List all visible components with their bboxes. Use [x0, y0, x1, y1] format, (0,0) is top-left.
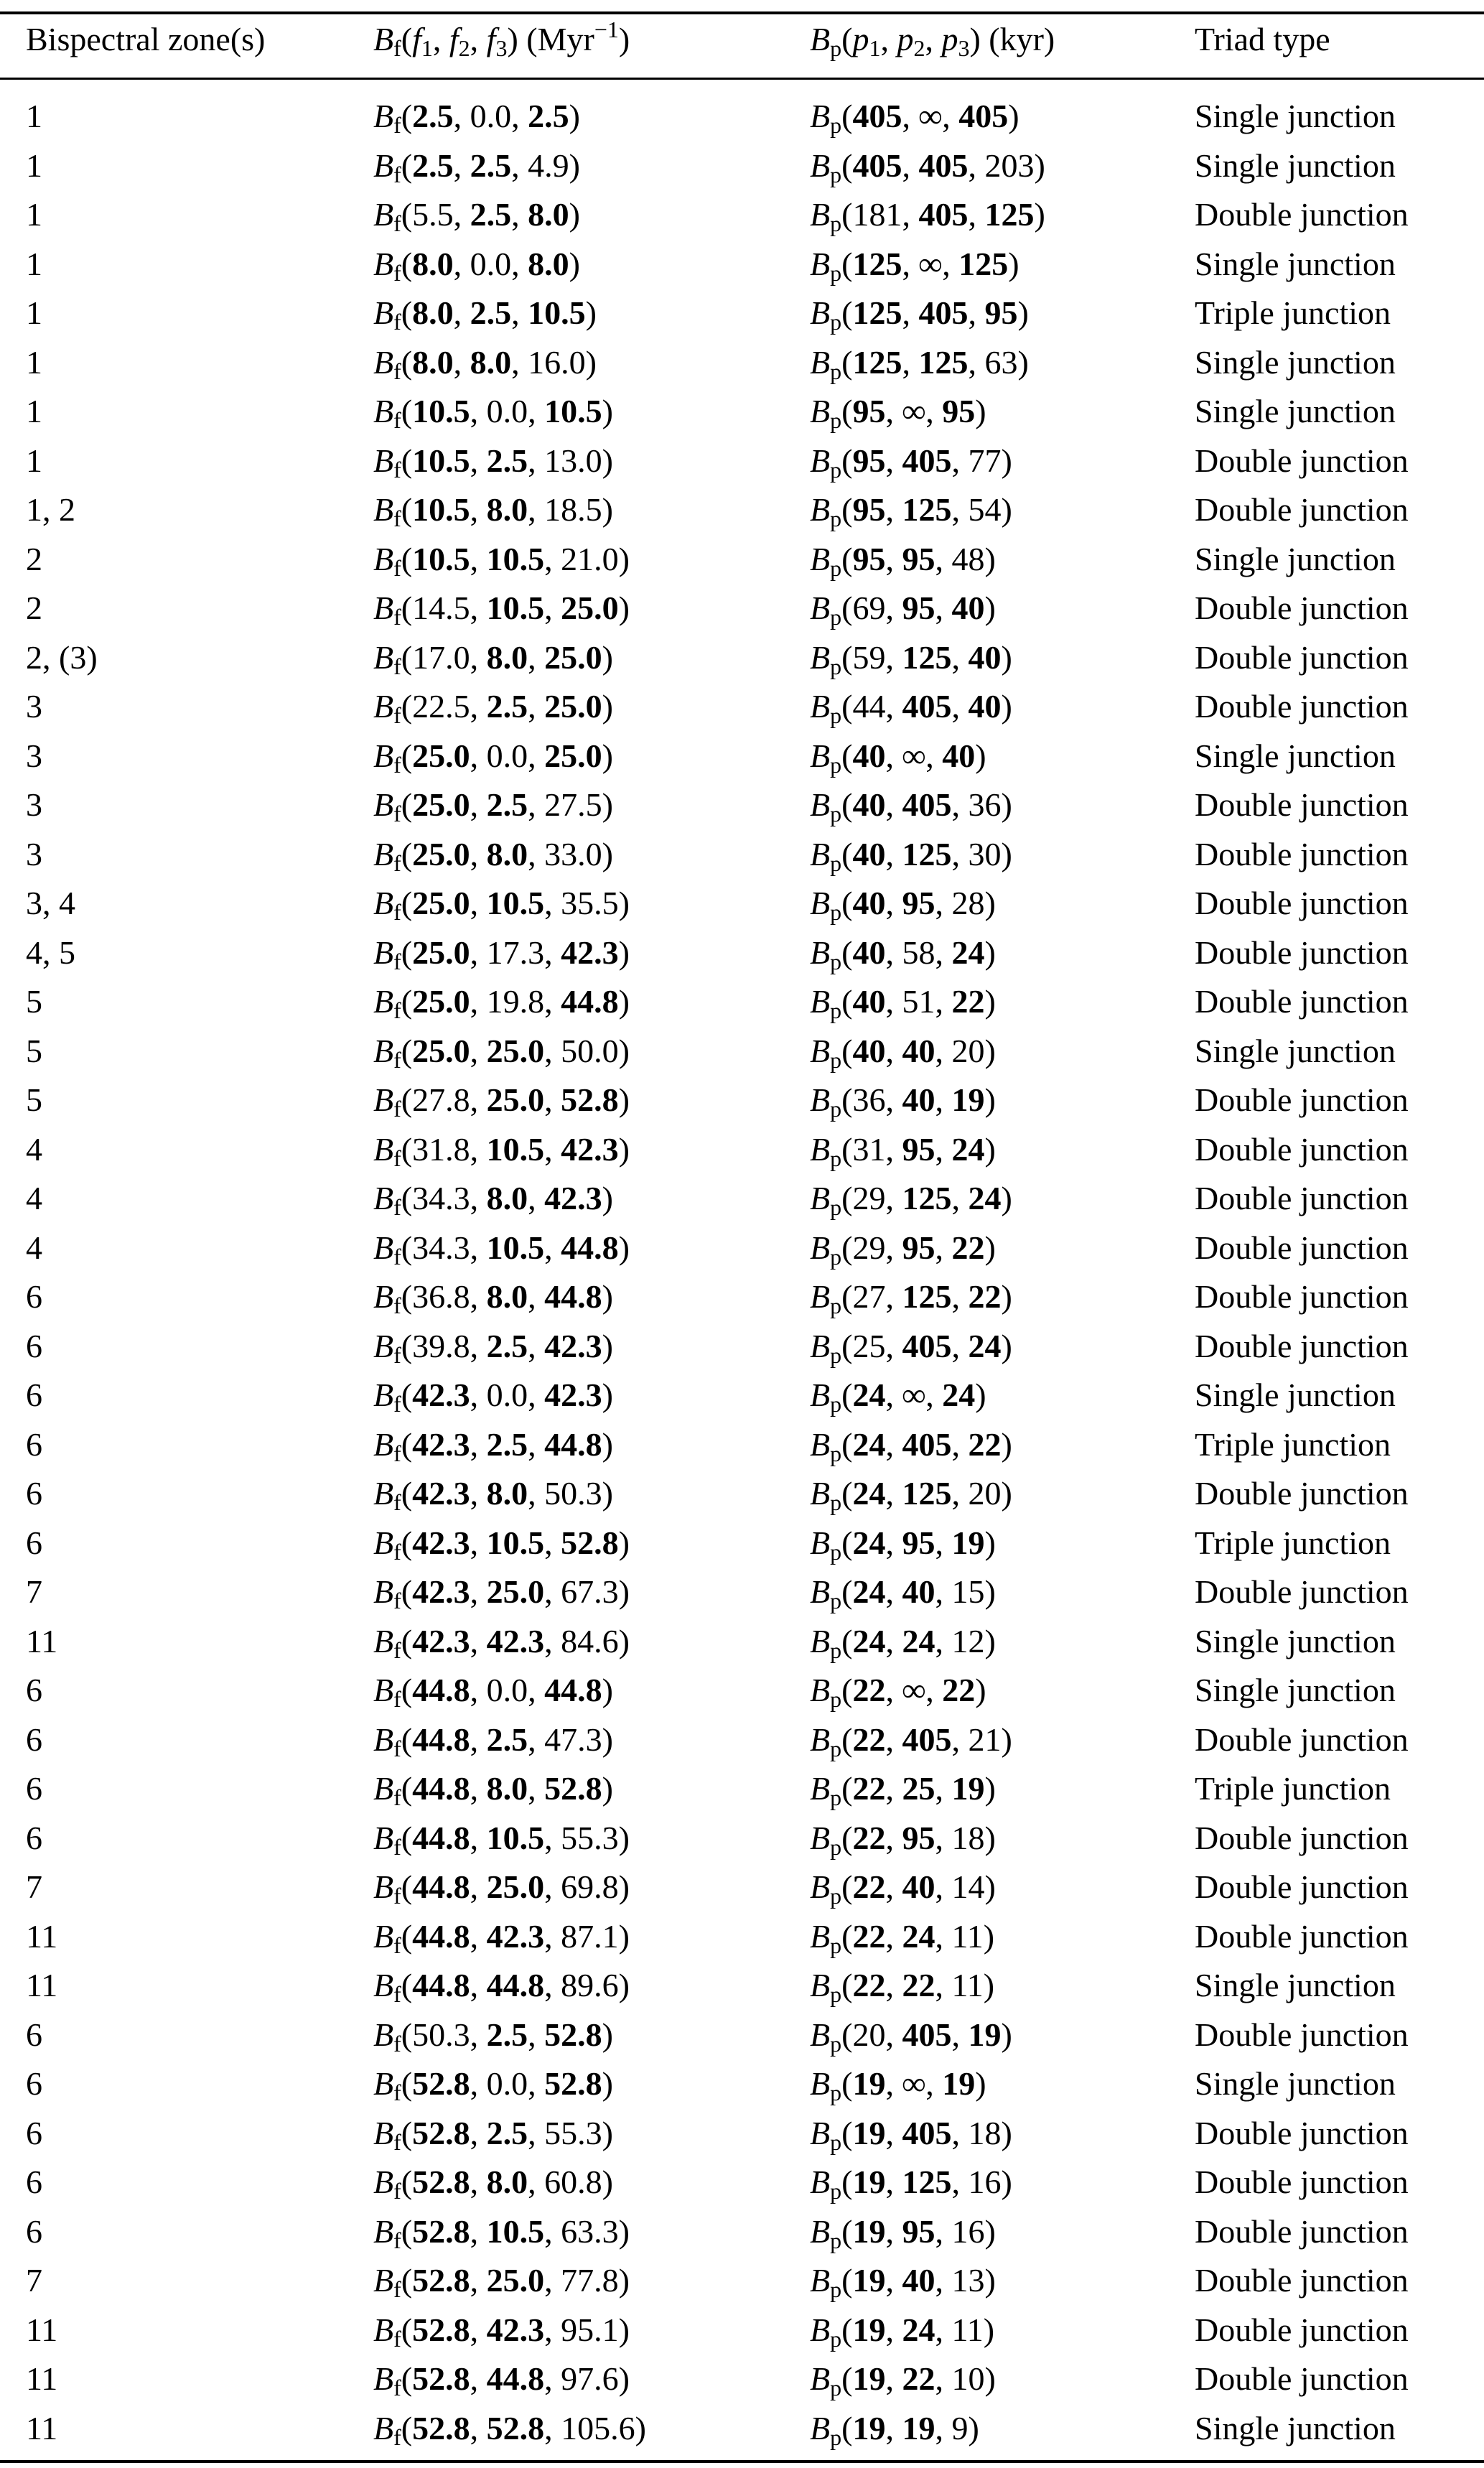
- bp-cell: $B_p(95$, 405, 77): [810, 442, 1012, 483]
- triad-type-cell: Double junction: [1195, 491, 1409, 528]
- zone-cell: 6: [26, 1475, 42, 1512]
- bf-cell: $B_f(25.0$, 2.5, 27.5): [373, 786, 613, 826]
- zone-cell: 6: [26, 2065, 42, 2102]
- bp-cell: $B_p(22$, 405, 21): [810, 1720, 1012, 1761]
- table-body: [0, 95, 1484, 2456]
- table-row: [0, 1079, 1484, 1128]
- bf-cell: $B_f(25.0$, 19.8, 44.8): [373, 983, 630, 1023]
- bp-cell: $B_p(40$, 405, 36): [810, 786, 1012, 826]
- triad-type-cell: Double junction: [1195, 590, 1409, 626]
- zone-cell: 6: [26, 1672, 42, 1708]
- triad-type-cell: Double junction: [1195, 1130, 1409, 1168]
- table-row: [0, 2407, 1484, 2457]
- zone-cell: 1: [26, 343, 42, 381]
- table-row: [0, 2210, 1484, 2260]
- triad-type-cell: Double junction: [1195, 688, 1409, 725]
- zone-cell: 4: [26, 1130, 42, 1168]
- bf-cell: $B_f(42.3$, 10.5, 52.8): [373, 1524, 630, 1565]
- zone-cell: 11: [26, 2409, 58, 2446]
- zone-cell: 4: [26, 1180, 42, 1216]
- bp-cell: $B_p(19$, 40, 13): [810, 2262, 996, 2302]
- zone-cell: 2: [26, 590, 42, 626]
- table-row: [0, 587, 1484, 636]
- bf-cell: $B_f(10.5$, 0.0, 10.5): [373, 393, 613, 433]
- zone-cell: 1: [26, 393, 42, 429]
- table-row: [0, 1915, 1484, 1965]
- bf-cell: $B_f(52.8$, 10.5, 63.3): [373, 2212, 630, 2253]
- table-row: [0, 783, 1484, 833]
- bf-cell: $B_f(10.5$, 10.5, 21.0): [373, 540, 630, 581]
- table-row: [0, 931, 1484, 981]
- bp-cell: $B_p(40$, 58, 24): [810, 933, 996, 974]
- bf-cell: $B_f(44.8$, 42.3, 87.1): [373, 1917, 630, 1958]
- table-row: [0, 390, 1484, 439]
- bp-cell: $B_p(24$, 125, 20): [810, 1475, 1012, 1515]
- bf-cell: $B_f(8.0$, 2.5, 10.5): [373, 294, 597, 335]
- table-row: [0, 1669, 1484, 1718]
- bp-cell: $B_p(19$, ∞, 19): [810, 2065, 986, 2105]
- bf-cell: $B_f(42.3$, 42.3, 84.6): [373, 1622, 630, 1663]
- bf-cell: $B_f(44.8$, 0.0, 44.8): [373, 1672, 613, 1712]
- bp-cell: $B_p(19$, 125, 16): [810, 2164, 1012, 2204]
- table-row: [0, 980, 1484, 1030]
- triad-type-cell: Double junction: [1195, 835, 1409, 872]
- bp-cell: $B_p(24$, 405, 22): [810, 1425, 1012, 1466]
- bp-cell: $B_p(125$, 125, 63): [810, 343, 1029, 384]
- table-row: [0, 1718, 1484, 1768]
- bp-cell: $B_p(20$, 405, 19): [810, 2016, 1012, 2057]
- zone-cell: 5: [26, 1081, 42, 1118]
- triad-type-cell: Single junction: [1195, 98, 1396, 134]
- triad-type-cell: Single junction: [1195, 2065, 1396, 2102]
- triad-type-cell: Single junction: [1195, 245, 1396, 282]
- zone-cell: 1: [26, 245, 42, 282]
- zone-cell: 3: [26, 737, 42, 774]
- triad-type-cell: Single junction: [1195, 393, 1396, 429]
- zone-cell: 1, 2: [26, 491, 75, 528]
- bp-cell: $B_p(22$, 24, 11): [810, 1917, 995, 1958]
- bf-cell: $B_f(44.8$, 2.5, 47.3): [373, 1720, 613, 1761]
- bp-cell: $B_p(181$, 405, 125): [810, 196, 1045, 236]
- triad-type-cell: Double junction: [1195, 2360, 1409, 2397]
- table-row: [0, 1620, 1484, 1670]
- table-row: [0, 1866, 1484, 1915]
- bf-cell: $B_f(2.5$, 0.0, 2.5): [373, 98, 580, 138]
- table-row: [0, 2161, 1484, 2210]
- zone-cell: 3: [26, 786, 42, 823]
- bf-cell: $B_f(52.8$, 44.8, 97.6): [373, 2360, 630, 2401]
- zone-cell: 3: [26, 835, 42, 872]
- bf-cell: $B_f(27.8$, 25.0, 52.8): [373, 1081, 630, 1122]
- top-rule: [0, 11, 1484, 14]
- table-row: [0, 488, 1484, 538]
- triad-type-cell: Single junction: [1195, 1672, 1396, 1708]
- table-row: [0, 1522, 1484, 1571]
- triad-type-cell: Single junction: [1195, 146, 1396, 184]
- triad-type-cell: Double junction: [1195, 2262, 1409, 2299]
- bf-cell: $B_f(10.5$, 8.0, 18.5): [373, 491, 613, 531]
- bf-cell: $B_f(34.3$, 8.0, 42.3): [373, 1180, 613, 1220]
- table-row: [0, 1325, 1484, 1374]
- triad-type-cell: Single junction: [1195, 1622, 1396, 1659]
- triad-type-cell: Triple junction: [1195, 1425, 1391, 1463]
- triad-type-cell: Double junction: [1195, 2212, 1409, 2250]
- zone-cell: 1: [26, 98, 42, 134]
- triad-type-cell: Double junction: [1195, 786, 1409, 823]
- bf-cell: $B_f(34.3$, 10.5, 44.8): [373, 1229, 630, 1270]
- table-row: [0, 538, 1484, 587]
- zone-cell: 2: [26, 540, 42, 577]
- zone-cell: 11: [26, 1917, 58, 1955]
- bp-cell: $B_p(19$, 22, 10): [810, 2360, 996, 2401]
- bf-cell: $B_f(52.8$, 25.0, 77.8): [373, 2262, 630, 2302]
- bf-cell: $B_f(25.0$, 10.5, 35.5): [373, 885, 630, 925]
- triad-type-cell: Single junction: [1195, 343, 1396, 381]
- zone-cell: 6: [26, 1278, 42, 1315]
- zone-cell: 6: [26, 2016, 42, 2053]
- triad-type-cell: Single junction: [1195, 1377, 1396, 1413]
- bf-cell: $B_f(8.0$, 8.0, 16.0): [373, 343, 597, 384]
- triad-type-cell: Double junction: [1195, 1475, 1409, 1512]
- header-type: Triad type: [1195, 21, 1330, 57]
- bp-cell: $B_p(95$, ∞, 95): [810, 393, 986, 433]
- triad-type-cell: Single junction: [1195, 540, 1396, 577]
- triad-type-cell: Double junction: [1195, 1180, 1409, 1216]
- zone-cell: 11: [26, 2360, 58, 2397]
- bf-cell: $B_f(10.5$, 2.5, 13.0): [373, 442, 613, 483]
- triad-type-cell: Double junction: [1195, 1573, 1409, 1610]
- bf-cell: $B_f(17.0$, 8.0, 25.0): [373, 638, 613, 679]
- table-row: [0, 1226, 1484, 1276]
- bf-cell: $B_f(52.8$, 8.0, 60.8): [373, 2164, 613, 2204]
- header-bf: $B_f(f_1$, $f_2$, $f_3$) (Myr$^{-1}$): [373, 17, 630, 61]
- zone-cell: 5: [26, 1032, 42, 1069]
- triad-type-cell: Double junction: [1195, 196, 1409, 233]
- table-row: [0, 1472, 1484, 1522]
- header-rule: [0, 78, 1484, 80]
- table-row: [0, 1374, 1484, 1423]
- table-row: [0, 833, 1484, 883]
- bp-cell: $B_p(31$, 95, 24): [810, 1130, 996, 1171]
- bf-cell: $B_f(25.0$, 17.3, 42.3): [373, 933, 630, 974]
- table-row: [0, 292, 1484, 341]
- bf-cell: $B_f(52.8$, 2.5, 55.3): [373, 2114, 613, 2155]
- bf-cell: $B_f(2.5$, 2.5, 4.9): [373, 146, 580, 187]
- zone-cell: 1: [26, 294, 42, 331]
- triad-type-cell: Double junction: [1195, 1081, 1409, 1118]
- bp-cell: $B_p(69$, 95, 40): [810, 590, 996, 630]
- zone-cell: 1: [26, 146, 42, 184]
- zone-cell: 11: [26, 1622, 58, 1659]
- bottom-rule: [0, 2460, 1484, 2463]
- bp-cell: $B_p(59$, 125, 40): [810, 638, 1012, 679]
- bp-cell: $B_p(405$, ∞, 405): [810, 98, 1019, 138]
- table-row: [0, 144, 1484, 194]
- bp-cell: $B_p(27$, 125, 22): [810, 1278, 1012, 1318]
- table-row: [0, 1030, 1484, 1079]
- bp-cell: $B_p(40$, 51, 22): [810, 983, 996, 1023]
- bf-cell: $B_f(22.5$, 2.5, 25.0): [373, 688, 613, 728]
- triad-type-cell: Double junction: [1195, 933, 1409, 971]
- triad-type-cell: Double junction: [1195, 2114, 1409, 2151]
- zone-cell: 6: [26, 2164, 42, 2200]
- bf-cell: $B_f(36.8$, 8.0, 44.8): [373, 1278, 613, 1318]
- zone-cell: 6: [26, 2114, 42, 2151]
- zone-cell: 11: [26, 2311, 58, 2348]
- zone-cell: 11: [26, 1967, 58, 2003]
- bp-cell: $B_p(125$, 405, 95): [810, 294, 1029, 335]
- bp-cell: $B_p(19$, 24, 11): [810, 2311, 995, 2352]
- bp-cell: $B_p(24$, 24, 12): [810, 1622, 996, 1663]
- table-row: [0, 193, 1484, 243]
- triad-type-cell: Double junction: [1195, 1278, 1409, 1315]
- triad-type-cell: Double junction: [1195, 885, 1409, 921]
- triad-type-cell: Double junction: [1195, 1229, 1409, 1266]
- bp-cell: $B_p(22$, 95, 18): [810, 1819, 996, 1860]
- bf-cell: $B_f(44.8$, 25.0, 69.8): [373, 1868, 630, 1909]
- triad-type-cell: Double junction: [1195, 1327, 1409, 1364]
- bp-cell: $B_p(44$, 405, 40): [810, 688, 1012, 728]
- zone-cell: 7: [26, 1868, 42, 1905]
- zone-cell: 6: [26, 1524, 42, 1561]
- triad-type-cell: Triple junction: [1195, 1524, 1391, 1561]
- table-row: [0, 243, 1484, 292]
- table-row: [0, 1817, 1484, 1866]
- zone-cell: 1: [26, 196, 42, 233]
- bf-cell: $B_f(42.3$, 2.5, 44.8): [373, 1425, 613, 1466]
- table-row: [0, 2112, 1484, 2161]
- bp-cell: $B_p(40$, 95, 28): [810, 885, 996, 925]
- bf-cell: $B_f(52.8$, 52.8, 105.6): [373, 2409, 646, 2450]
- table-row: [0, 2062, 1484, 2112]
- bf-cell: $B_f(44.8$, 44.8, 89.6): [373, 1967, 630, 2007]
- table-row: [0, 341, 1484, 391]
- bf-cell: $B_f(31.8$, 10.5, 42.3): [373, 1130, 630, 1171]
- bf-cell: $B_f(44.8$, 8.0, 52.8): [373, 1770, 613, 1810]
- triad-type-cell: Double junction: [1195, 1720, 1409, 1758]
- bf-cell: $B_f(52.8$, 42.3, 95.1): [373, 2311, 630, 2352]
- table-row: [0, 2309, 1484, 2358]
- zone-cell: 5: [26, 983, 42, 1020]
- triad-type-cell: Double junction: [1195, 2311, 1409, 2348]
- bf-cell: $B_f(8.0$, 0.0, 8.0): [373, 245, 580, 286]
- bp-cell: $B_p(19$, 95, 16): [810, 2212, 996, 2253]
- bp-cell: $B_p(95$, 95, 48): [810, 540, 996, 581]
- bp-cell: $B_p(24$, ∞, 24): [810, 1377, 986, 1417]
- bp-cell: $B_p(24$, 40, 15): [810, 1573, 996, 1613]
- bf-cell: $B_f(25.0$, 8.0, 33.0): [373, 835, 613, 876]
- bp-cell: $B_p(36$, 40, 19): [810, 1081, 996, 1122]
- bf-cell: $B_f(14.5$, 10.5, 25.0): [373, 590, 630, 630]
- bp-cell: $B_p(29$, 95, 22): [810, 1229, 996, 1270]
- bf-cell: $B_f(25.0$, 0.0, 25.0): [373, 737, 613, 778]
- zone-cell: 2, (3): [26, 638, 98, 676]
- bp-cell: $B_p(22$, 25, 19): [810, 1770, 996, 1810]
- bp-cell: $B_p(22$, 40, 14): [810, 1868, 996, 1909]
- zone-cell: 1: [26, 442, 42, 479]
- bp-cell: $B_p(40$, 125, 30): [810, 835, 1012, 876]
- triad-type-cell: Triple junction: [1195, 294, 1391, 331]
- triad-type-cell: Double junction: [1195, 2164, 1409, 2200]
- table-row: [0, 1964, 1484, 2013]
- bp-cell: $B_p(29$, 125, 24): [810, 1180, 1012, 1220]
- zone-cell: 6: [26, 1770, 42, 1807]
- triad-type-cell: Double junction: [1195, 442, 1409, 479]
- zone-cell: 6: [26, 1377, 42, 1413]
- zone-cell: 4: [26, 1229, 42, 1266]
- table-row: [0, 1275, 1484, 1325]
- zone-cell: 6: [26, 1819, 42, 1856]
- triad-type-cell: Double junction: [1195, 983, 1409, 1020]
- bf-cell: $B_f(42.3$, 25.0, 67.3): [373, 1573, 630, 1613]
- zone-cell: 6: [26, 2212, 42, 2250]
- table-row: [0, 2357, 1484, 2407]
- table-row: [0, 1177, 1484, 1226]
- table-row: [0, 2259, 1484, 2309]
- header-bp: $B_p(p_1$, $p_2$, $p_3$) (kyr): [810, 21, 1055, 61]
- bp-cell: $B_p(19$, 19, 9): [810, 2409, 979, 2450]
- bf-cell: $B_f(25.0$, 25.0, 50.0): [373, 1032, 630, 1073]
- zone-cell: 7: [26, 2262, 42, 2299]
- table-row: [0, 95, 1484, 144]
- bp-cell: $B_p(24$, 95, 19): [810, 1524, 996, 1565]
- table-row: [0, 882, 1484, 931]
- table-row: [0, 2013, 1484, 2063]
- triad-type-cell: Single junction: [1195, 1967, 1396, 2003]
- bf-cell: $B_f(42.3$, 0.0, 42.3): [373, 1377, 613, 1417]
- table-row: [0, 636, 1484, 686]
- zone-cell: 7: [26, 1573, 42, 1610]
- bp-cell: $B_p(40$, ∞, 40): [810, 737, 986, 778]
- bf-cell: $B_f(39.8$, 2.5, 42.3): [373, 1327, 613, 1368]
- bf-cell: $B_f(5.5$, 2.5, 8.0): [373, 196, 580, 236]
- table-row: [0, 1423, 1484, 1473]
- bf-cell: $B_f(52.8$, 0.0, 52.8): [373, 2065, 613, 2105]
- table-row: [0, 439, 1484, 489]
- triad-type-cell: Single junction: [1195, 2409, 1396, 2446]
- triad-type-cell: Double junction: [1195, 1868, 1409, 1905]
- zone-cell: 3, 4: [26, 885, 75, 921]
- table-row: [0, 1767, 1484, 1817]
- triad-type-cell: Double junction: [1195, 1819, 1409, 1856]
- bf-cell: $B_f(44.8$, 10.5, 55.3): [373, 1819, 630, 1860]
- bf-cell: $B_f(42.3$, 8.0, 50.3): [373, 1475, 613, 1515]
- bp-cell: $B_p(95$, 125, 54): [810, 491, 1012, 531]
- table-row: [0, 735, 1484, 784]
- bp-cell: $B_p(125$, ∞, 125): [810, 245, 1019, 286]
- zone-cell: 4, 5: [26, 933, 75, 971]
- triad-type-cell: Double junction: [1195, 2016, 1409, 2053]
- triad-type-cell: Single junction: [1195, 1032, 1396, 1069]
- table-header: [0, 17, 1484, 78]
- zone-cell: 6: [26, 1327, 42, 1364]
- triad-type-cell: Triple junction: [1195, 1770, 1391, 1807]
- triad-type-cell: Double junction: [1195, 1917, 1409, 1955]
- bp-cell: $B_p(405$, 405, 203): [810, 146, 1045, 187]
- header-zone: Bispectral zone(s): [26, 21, 266, 57]
- zone-cell: 3: [26, 688, 42, 725]
- bp-cell: $B_p(22$, 22, 11): [810, 1967, 995, 2007]
- table-row: [0, 685, 1484, 735]
- bp-cell: $B_p(40$, 40, 20): [810, 1032, 996, 1073]
- bp-cell: $B_p(22$, ∞, 22): [810, 1672, 986, 1712]
- table-row: [0, 1570, 1484, 1620]
- bf-cell: $B_f(50.3$, 2.5, 52.8): [373, 2016, 613, 2057]
- triad-type-cell: Double junction: [1195, 638, 1409, 676]
- zone-cell: 6: [26, 1425, 42, 1463]
- table-row: [0, 1128, 1484, 1178]
- zone-cell: 6: [26, 1720, 42, 1758]
- bp-cell: $B_p(19$, 405, 18): [810, 2114, 1012, 2155]
- bp-cell: $B_p(25$, 405, 24): [810, 1327, 1012, 1368]
- triad-type-cell: Single junction: [1195, 737, 1396, 774]
